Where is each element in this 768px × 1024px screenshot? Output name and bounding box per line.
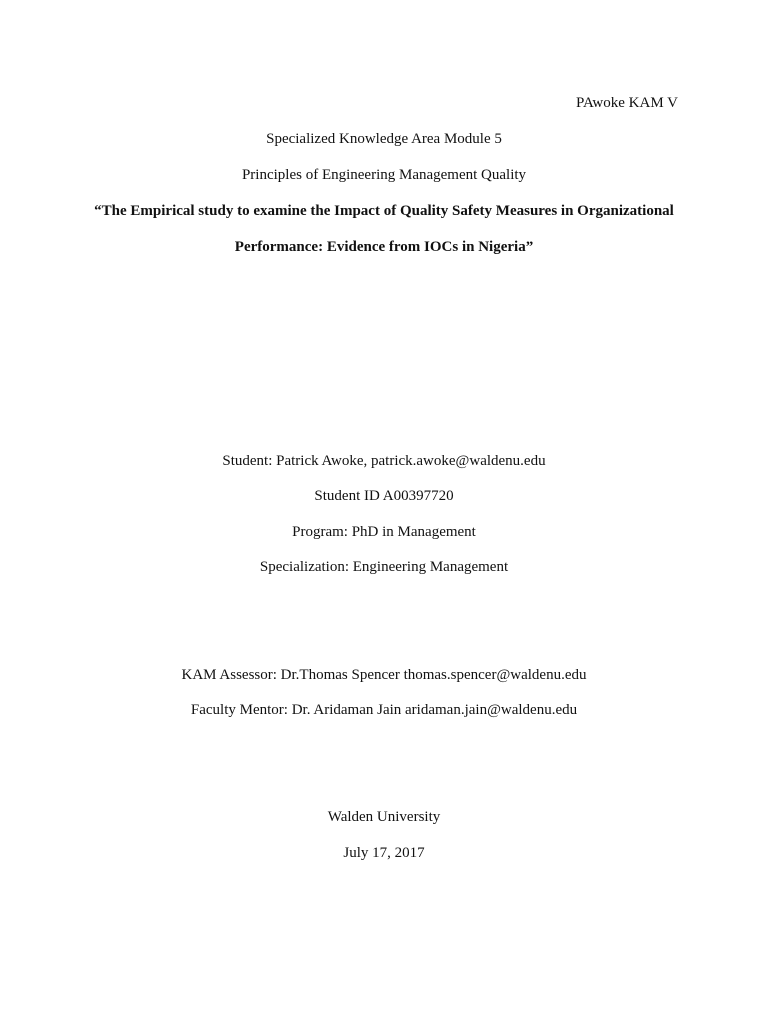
kam-assessor: KAM Assessor: Dr.Thomas Spencer thomas.spencer@waldenu.edu bbox=[181, 667, 587, 683]
module-title: Specialized Knowledge Area Module 5 bbox=[266, 131, 502, 147]
submission-date: July 17, 2017 bbox=[343, 845, 425, 861]
running-head: PAwoke KAM V bbox=[576, 95, 678, 111]
course-title: Principles of Engineering Management Quality bbox=[241, 167, 527, 183]
university-name: Walden University bbox=[327, 809, 441, 825]
student-name: Student: Patrick Awoke, patrick.awoke@waldenu.edu bbox=[222, 453, 546, 469]
specialization: Specialization: Engineering Management bbox=[259, 559, 509, 575]
student-id: Student ID A00397720 bbox=[314, 488, 454, 504]
faculty-mentor: Faculty Mentor: Dr. Aridaman Jain aridaman.jain@waldenu.edu bbox=[190, 702, 578, 718]
program: Program: PhD in Management bbox=[292, 524, 476, 540]
paper-title-line-2: Performance: Evidence from IOCs in Nigeria” bbox=[234, 239, 534, 255]
paper-title-line-1: “The Empirical study to examine the Impact of Quality Safety Measures in Organizational bbox=[94, 203, 674, 219]
